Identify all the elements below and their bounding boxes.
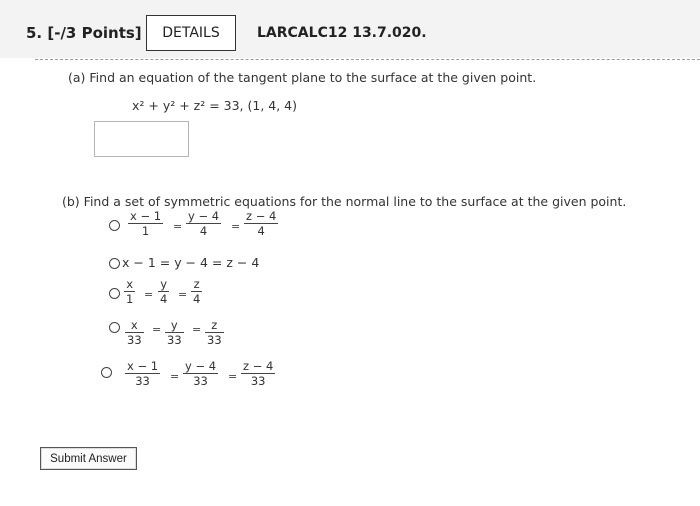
header-divider [35,59,700,60]
option-4-fraction-x [125,318,144,347]
option-5-z-denominator: 33 [250,374,266,388]
equals-sign: = [173,220,183,233]
option-5-fraction-z [241,359,275,388]
equals-sign: = [231,220,241,233]
question-points: 5. [-/3 Points] [26,24,142,42]
option-3-x-denominator: 1 [126,292,134,306]
option-4-z-denominator: 33 [207,333,222,347]
equals-sign: = [144,288,154,301]
option-3-radio[interactable] [109,288,120,299]
option-5-y-numerator: y − 4 [185,359,217,373]
option-4-x-denominator: 33 [127,333,142,347]
option-4-radio[interactable] [109,322,120,333]
option-2-radio[interactable] [109,258,120,269]
equals-sign: = [178,288,188,301]
tangent-plane-answer-input[interactable] [94,121,189,157]
option-3-fraction-y [158,277,169,306]
option-3-z-denominator: 4 [193,292,201,306]
part-a-equation: x² + y² + z² = 33, (1, 4, 4) [132,98,298,113]
option-1-z-denominator: 4 [257,224,265,238]
option-1-y-denominator: 4 [199,224,208,238]
option-5-y-denominator: 33 [193,374,208,388]
option-1-x-numerator: x − 1 [130,209,162,223]
details-button[interactable]: DETAILS [146,15,236,51]
option-1-fraction-x [128,209,163,238]
option-3-fraction-z [191,277,202,306]
problem-code: LARCALC12 13.7.020. [257,25,427,41]
option-5-fraction-x [125,359,160,388]
option-1-y-numerator: y − 4 [188,209,220,223]
option-5-radio[interactable] [101,367,112,378]
submit-answer-button[interactable]: Submit Answer [40,447,137,470]
option-4-y-denominator: 33 [167,333,182,347]
part-b-prompt: (b) Find a set of symmetric equations for the normal line to the surface at the given point. [62,194,627,209]
option-1-fraction-z [244,209,278,238]
option-1-radio[interactable] [109,220,120,231]
option-5-fraction-y [183,359,218,388]
part-a-prompt: (a) Find an equation of the tangent plane to the surface at the given point. [68,70,537,85]
option-5-x-denominator: 33 [135,374,150,388]
option-4-fraction-z [205,318,224,347]
equals-sign: = [192,323,202,336]
option-1-x-denominator: 1 [141,224,150,238]
option-4-z-numerator: z [211,318,218,332]
option-3-y-numerator: y [160,277,168,291]
option-5-z-numerator: z − 4 [243,359,274,373]
equals-sign: = [228,370,238,383]
option-3-fraction-x [124,277,135,306]
equals-sign: = [152,323,162,336]
option-3-y-denominator: 4 [160,292,168,306]
option-5-x-numerator: x − 1 [127,359,159,373]
option-3-x-numerator: x [126,277,134,291]
option-1-fraction-y [186,209,221,238]
option-3-z-numerator: z [193,277,200,291]
question-header [0,0,700,58]
option-4-x-numerator: x [130,318,138,332]
option-2-equation: x − 1 = y − 4 = z − 4 [122,255,260,270]
option-1-z-numerator: z − 4 [246,209,277,223]
option-4-fraction-y [165,318,184,347]
equals-sign: = [170,370,180,383]
option-4-y-numerator: y [170,318,178,332]
